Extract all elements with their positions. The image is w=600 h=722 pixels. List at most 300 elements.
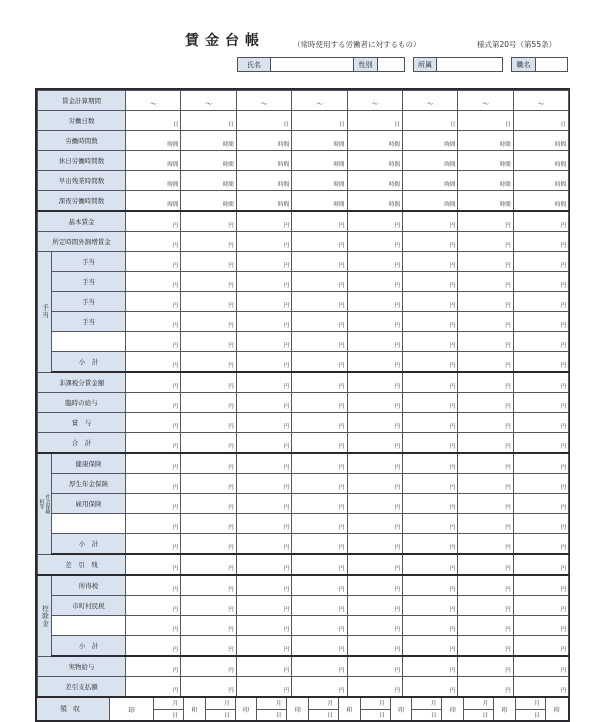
amount-cell [458, 131, 513, 151]
unit-label: 円 [394, 384, 400, 390]
unit-label: 円 [449, 668, 456, 674]
amount-cell [292, 272, 347, 292]
amount-cell [292, 171, 347, 191]
unit-label: 時間 [388, 142, 400, 148]
row-label: 雇用保険 [52, 494, 126, 514]
unit-label: 円 [172, 525, 179, 531]
receipt-row [37, 698, 568, 720]
row-label [52, 616, 126, 636]
unit-label: 円 [449, 647, 456, 653]
unit-label: 円 [560, 627, 567, 633]
amount-cell [126, 616, 181, 636]
unit-label: 円 [560, 323, 567, 329]
unit-label: 円 [339, 607, 345, 613]
row-label: 手当 [52, 312, 126, 332]
amount-cell [513, 272, 568, 292]
unit-label: 円 [172, 668, 179, 674]
unit-label: 円 [394, 525, 400, 531]
amount-cell [181, 636, 236, 657]
amount-cell [236, 433, 291, 454]
amount-cell [292, 312, 347, 332]
unit-label: 円 [339, 668, 345, 674]
amount-cell [513, 332, 568, 352]
amount-cell [236, 312, 291, 332]
row-label: 実物給与 [38, 656, 126, 677]
period-cell [347, 91, 402, 111]
amount-cell [402, 232, 457, 252]
unit-label: 円 [172, 607, 179, 613]
amount-cell [458, 575, 513, 596]
unit-label: 円 [172, 465, 179, 471]
name-value-cell [271, 58, 354, 71]
unit-label: 時間 [555, 142, 567, 148]
unit-label: 円 [560, 404, 567, 410]
amount-cell [292, 372, 347, 393]
unit-label: 円 [394, 465, 400, 471]
unit-label: 円 [449, 587, 456, 593]
amount-cell [402, 332, 457, 352]
amount-cell [513, 292, 568, 312]
amount-cell [458, 616, 513, 636]
amount-cell [181, 111, 236, 131]
amount-cell [292, 636, 347, 657]
amount-cell [292, 433, 347, 454]
unit-label: 円 [394, 444, 400, 450]
unit-label: 円 [228, 587, 234, 593]
unit-label: 円 [283, 505, 290, 511]
row-label: 小 計 [52, 352, 126, 373]
period-cell [458, 91, 513, 111]
amount-cell [513, 312, 568, 332]
amount-cell [513, 494, 568, 514]
amount-cell [347, 677, 402, 698]
unit-label: 円 [505, 525, 511, 531]
unit-label: 時間 [555, 162, 567, 168]
amount-cell [458, 111, 513, 131]
unit-label: 円 [339, 566, 345, 572]
unit-label: 円 [339, 688, 345, 694]
unit-label: 円 [394, 485, 400, 491]
receipt-date-cell [257, 698, 287, 720]
unit-label: 円 [394, 404, 400, 410]
group-label: 社会保険料等 [38, 453, 52, 554]
unit-label: 時間 [499, 202, 511, 208]
amount-cell [236, 656, 291, 677]
amount-cell [402, 131, 457, 151]
sex-label: 性別 [354, 58, 378, 71]
unit-label: 円 [505, 485, 511, 491]
amount-cell [513, 677, 568, 698]
unit-label: 円 [449, 384, 456, 390]
amount-cell [347, 211, 402, 232]
unit-label: 円 [505, 343, 511, 349]
unit-label: 円 [228, 223, 234, 229]
day-label: 日 [482, 712, 489, 719]
row-label: 休日労働時間数 [38, 151, 126, 171]
amount-cell [402, 171, 457, 191]
amount-cell [181, 272, 236, 292]
unit-label: 円 [560, 545, 567, 551]
amount-cell [292, 534, 347, 555]
amount-cell [458, 413, 513, 433]
month-label: 月 [257, 698, 286, 710]
unit-label: 円 [228, 668, 234, 674]
unit-label: 円 [228, 465, 234, 471]
amount-cell [347, 292, 402, 312]
amount-cell [402, 433, 457, 454]
unit-label: 円 [339, 223, 345, 229]
amount-cell [458, 494, 513, 514]
amount-cell [236, 252, 291, 272]
amount-cell [513, 352, 568, 373]
unit-label: 円 [560, 384, 567, 390]
unit-label: 円 [505, 424, 511, 430]
unit-label: 円 [394, 647, 400, 653]
amount-cell [236, 272, 291, 292]
unit-label: 円 [505, 263, 511, 269]
unit-label: 円 [283, 384, 290, 390]
amount-cell [292, 474, 347, 494]
amount-cell [347, 575, 402, 596]
unit-label: 円 [172, 303, 179, 309]
form-number: 様式第20号（第55条） [477, 40, 557, 49]
unit-label: 円 [394, 627, 400, 633]
amount-cell [126, 191, 181, 212]
receipt-seal-cell: 印 [236, 698, 258, 720]
wage-table [37, 90, 569, 698]
page-title: 賃金台帳 [185, 33, 265, 49]
unit-label: 円 [449, 505, 456, 511]
affiliation-value-cell [437, 58, 502, 71]
amount-cell [458, 677, 513, 698]
unit-label: 円 [394, 263, 400, 269]
amount-cell [126, 413, 181, 433]
unit-label: 円 [449, 566, 456, 572]
amount-cell [513, 575, 568, 596]
amount-cell [236, 616, 291, 636]
unit-label: 円 [560, 363, 567, 369]
unit-label: 円 [172, 444, 179, 450]
unit-label: 円 [505, 384, 511, 390]
unit-label: 円 [505, 566, 511, 572]
amount-cell [292, 393, 347, 413]
unit-label: 円 [172, 363, 179, 369]
month-label: 月 [464, 698, 493, 710]
unit-label: 円 [339, 263, 345, 269]
amount-cell [126, 433, 181, 454]
row-label: 早出残業時間数 [38, 171, 126, 191]
unit-label: 円 [560, 223, 567, 229]
unit-label: 円 [339, 587, 345, 593]
month-label: 月 [154, 698, 183, 710]
row-label: 賃金計算期間 [38, 91, 126, 111]
unit-label: 円 [560, 424, 567, 430]
job-title-label: 職名 [512, 58, 536, 71]
amount-cell [347, 372, 402, 393]
unit-label: 円 [283, 404, 290, 410]
unit-label: 円 [228, 303, 234, 309]
amount-cell [402, 191, 457, 212]
month-label: 月 [309, 698, 338, 710]
amount-cell [347, 272, 402, 292]
amount-cell [236, 413, 291, 433]
amount-cell [181, 474, 236, 494]
amount-cell [513, 111, 568, 131]
day-label: 日 [534, 712, 540, 719]
row-label: 手当 [52, 252, 126, 272]
unit-label: 円 [339, 525, 345, 531]
unit-label: 円 [505, 465, 511, 471]
amount-cell [458, 554, 513, 575]
amount-cell [236, 211, 291, 232]
receipt-date-cell [412, 698, 442, 720]
amount-cell [236, 393, 291, 413]
unit-label: 円 [283, 243, 290, 249]
unit-label: 円 [449, 283, 456, 289]
unit-label: 円 [505, 404, 511, 410]
amount-cell [292, 252, 347, 272]
amount-cell [236, 677, 291, 698]
amount-cell [292, 596, 347, 616]
row-label: 基本賃金 [38, 211, 126, 232]
amount-cell [513, 211, 568, 232]
unit-label: 円 [505, 607, 511, 613]
row-label: 所定時間外割増賃金 [38, 232, 126, 252]
amount-cell [126, 453, 181, 474]
amount-cell [347, 656, 402, 677]
job-title-value-cell [536, 58, 567, 71]
unit-label: 円 [339, 545, 345, 551]
unit-label: 円 [505, 627, 511, 633]
amount-cell [126, 171, 181, 191]
unit-label: 円 [228, 627, 234, 633]
unit-label: 時間 [499, 182, 511, 188]
amount-cell [236, 352, 291, 373]
unit-label: 円 [505, 647, 511, 653]
receipt-seal-cell: 印 [287, 698, 309, 720]
unit-label: 円 [283, 343, 290, 349]
unit-label: 日 [339, 122, 345, 128]
unit-label: 円 [339, 404, 345, 410]
receipt-date-cell [516, 698, 546, 720]
unit-label: 円 [505, 363, 511, 369]
amount-cell [458, 596, 513, 616]
unit-label: 円 [560, 465, 567, 471]
unit-label: 円 [560, 587, 567, 593]
unit-label: 円 [283, 283, 290, 289]
amount-cell [347, 596, 402, 616]
unit-label: 時間 [167, 182, 179, 188]
amount-cell [402, 575, 457, 596]
day-label: 日 [224, 712, 230, 719]
unit-label: 円 [172, 223, 179, 229]
unit-label: 円 [228, 243, 234, 249]
amount-cell [292, 211, 347, 232]
unit-label: 時間 [167, 142, 179, 148]
amount-cell [402, 211, 457, 232]
amount-cell [181, 292, 236, 312]
unit-label: 円 [283, 465, 290, 471]
unit-label: 円 [505, 688, 511, 694]
unit-label: 円 [394, 688, 400, 694]
unit-label: 円 [560, 607, 567, 613]
unit-label: 円 [228, 283, 234, 289]
amount-cell [513, 554, 568, 575]
unit-label: 円 [228, 647, 234, 653]
amount-cell [181, 433, 236, 454]
amount-cell [347, 616, 402, 636]
row-label: 差 引 残 [38, 554, 126, 575]
amount-cell [181, 252, 236, 272]
amount-cell [126, 352, 181, 373]
unit-label: 円 [283, 647, 290, 653]
amount-cell [126, 514, 181, 534]
group-label: 手当 [38, 252, 52, 373]
wage-table-body [38, 91, 569, 698]
amount-cell [347, 413, 402, 433]
row-label: 労働日数 [38, 111, 126, 131]
amount-cell [236, 596, 291, 616]
amount-cell [347, 514, 402, 534]
unit-label: 円 [560, 243, 567, 249]
unit-label: 円 [449, 485, 456, 491]
amount-cell [181, 332, 236, 352]
unit-label: 円 [228, 343, 234, 349]
amount-cell [402, 677, 457, 698]
amount-cell [513, 474, 568, 494]
row-label: 賞 与 [38, 413, 126, 433]
unit-label: 円 [505, 283, 511, 289]
amount-cell [402, 616, 457, 636]
unit-label: 円 [283, 323, 290, 329]
unit-label: 時間 [222, 202, 234, 208]
unit-label: 円 [449, 404, 456, 410]
unit-label: 円 [449, 263, 456, 269]
row-label: 合 計 [38, 433, 126, 454]
amount-cell [347, 151, 402, 171]
unit-label: 円 [505, 444, 511, 450]
amount-cell [236, 636, 291, 657]
unit-label: 〜 [482, 100, 490, 108]
amount-cell [126, 494, 181, 514]
amount-cell [347, 312, 402, 332]
amount-cell [126, 312, 181, 332]
amount-cell [292, 232, 347, 252]
amount-cell [292, 413, 347, 433]
row-label: 手当 [52, 292, 126, 312]
unit-label: 時間 [278, 182, 290, 188]
amount-cell [181, 575, 236, 596]
unit-label: 円 [339, 444, 345, 450]
amount-cell [126, 636, 181, 657]
unit-label: 円 [449, 465, 456, 471]
amount-cell [181, 393, 236, 413]
unit-label: 時間 [444, 142, 456, 148]
unit-label: 時間 [333, 182, 345, 188]
amount-cell [458, 474, 513, 494]
amount-cell [513, 191, 568, 212]
unit-label: 日 [505, 122, 511, 128]
amount-cell [181, 554, 236, 575]
amount-cell [347, 534, 402, 555]
row-label: 健康保険 [52, 453, 126, 474]
unit-label: 〜 [537, 100, 545, 108]
amount-cell [126, 575, 181, 596]
amount-cell [126, 211, 181, 232]
period-cell [513, 91, 568, 111]
unit-label: 円 [172, 627, 179, 633]
amount-cell [236, 332, 291, 352]
receipt-seal-cell: 印 [442, 698, 464, 720]
amount-cell [402, 292, 457, 312]
unit-label: 時間 [388, 182, 400, 188]
name-sex-box [237, 57, 405, 72]
day-label: 日 [327, 712, 334, 719]
unit-label: 時間 [333, 142, 345, 148]
unit-label: 円 [283, 587, 290, 593]
amount-cell [513, 596, 568, 616]
unit-label: 円 [449, 303, 456, 309]
unit-label: 〜 [315, 100, 323, 108]
amount-cell [181, 413, 236, 433]
amount-cell [236, 191, 291, 212]
amount-cell [347, 433, 402, 454]
unit-label: 円 [339, 343, 345, 349]
amount-cell [513, 514, 568, 534]
unit-label: 時間 [555, 182, 567, 188]
wage-table-wrapper [35, 88, 570, 722]
receipt-seal-cell: 印 [184, 698, 206, 720]
amount-cell [292, 131, 347, 151]
unit-label: 円 [560, 283, 567, 289]
amount-cell [181, 534, 236, 555]
amount-cell [402, 656, 457, 677]
unit-label: 円 [228, 505, 234, 511]
amount-cell [292, 575, 347, 596]
amount-cell [236, 514, 291, 534]
amount-cell [402, 413, 457, 433]
unit-label: 時間 [222, 182, 234, 188]
unit-label: 円 [449, 243, 456, 249]
unit-label: 円 [505, 587, 511, 593]
amount-cell [402, 372, 457, 393]
unit-label: 円 [394, 363, 400, 369]
unit-label: 円 [560, 566, 567, 572]
amount-cell [402, 494, 457, 514]
amount-cell [126, 474, 181, 494]
unit-label: 円 [339, 647, 345, 653]
unit-label: 円 [394, 668, 400, 674]
amount-cell [402, 352, 457, 373]
amount-cell [292, 554, 347, 575]
row-label: 手当 [52, 272, 126, 292]
unit-label: 円 [449, 688, 456, 694]
month-label: 月 [206, 698, 235, 710]
unit-label: 〜 [149, 100, 157, 108]
amount-cell [458, 312, 513, 332]
unit-label: 円 [339, 465, 345, 471]
unit-label: 円 [283, 607, 290, 613]
amount-cell [513, 453, 568, 474]
day-label: 日 [430, 712, 437, 719]
unit-label: 円 [172, 283, 179, 289]
unit-label: 円 [560, 668, 567, 674]
unit-label: 円 [339, 505, 345, 511]
unit-label: 時間 [499, 142, 511, 148]
amount-cell [292, 332, 347, 352]
amount-cell [126, 131, 181, 151]
unit-label: 円 [449, 363, 456, 369]
